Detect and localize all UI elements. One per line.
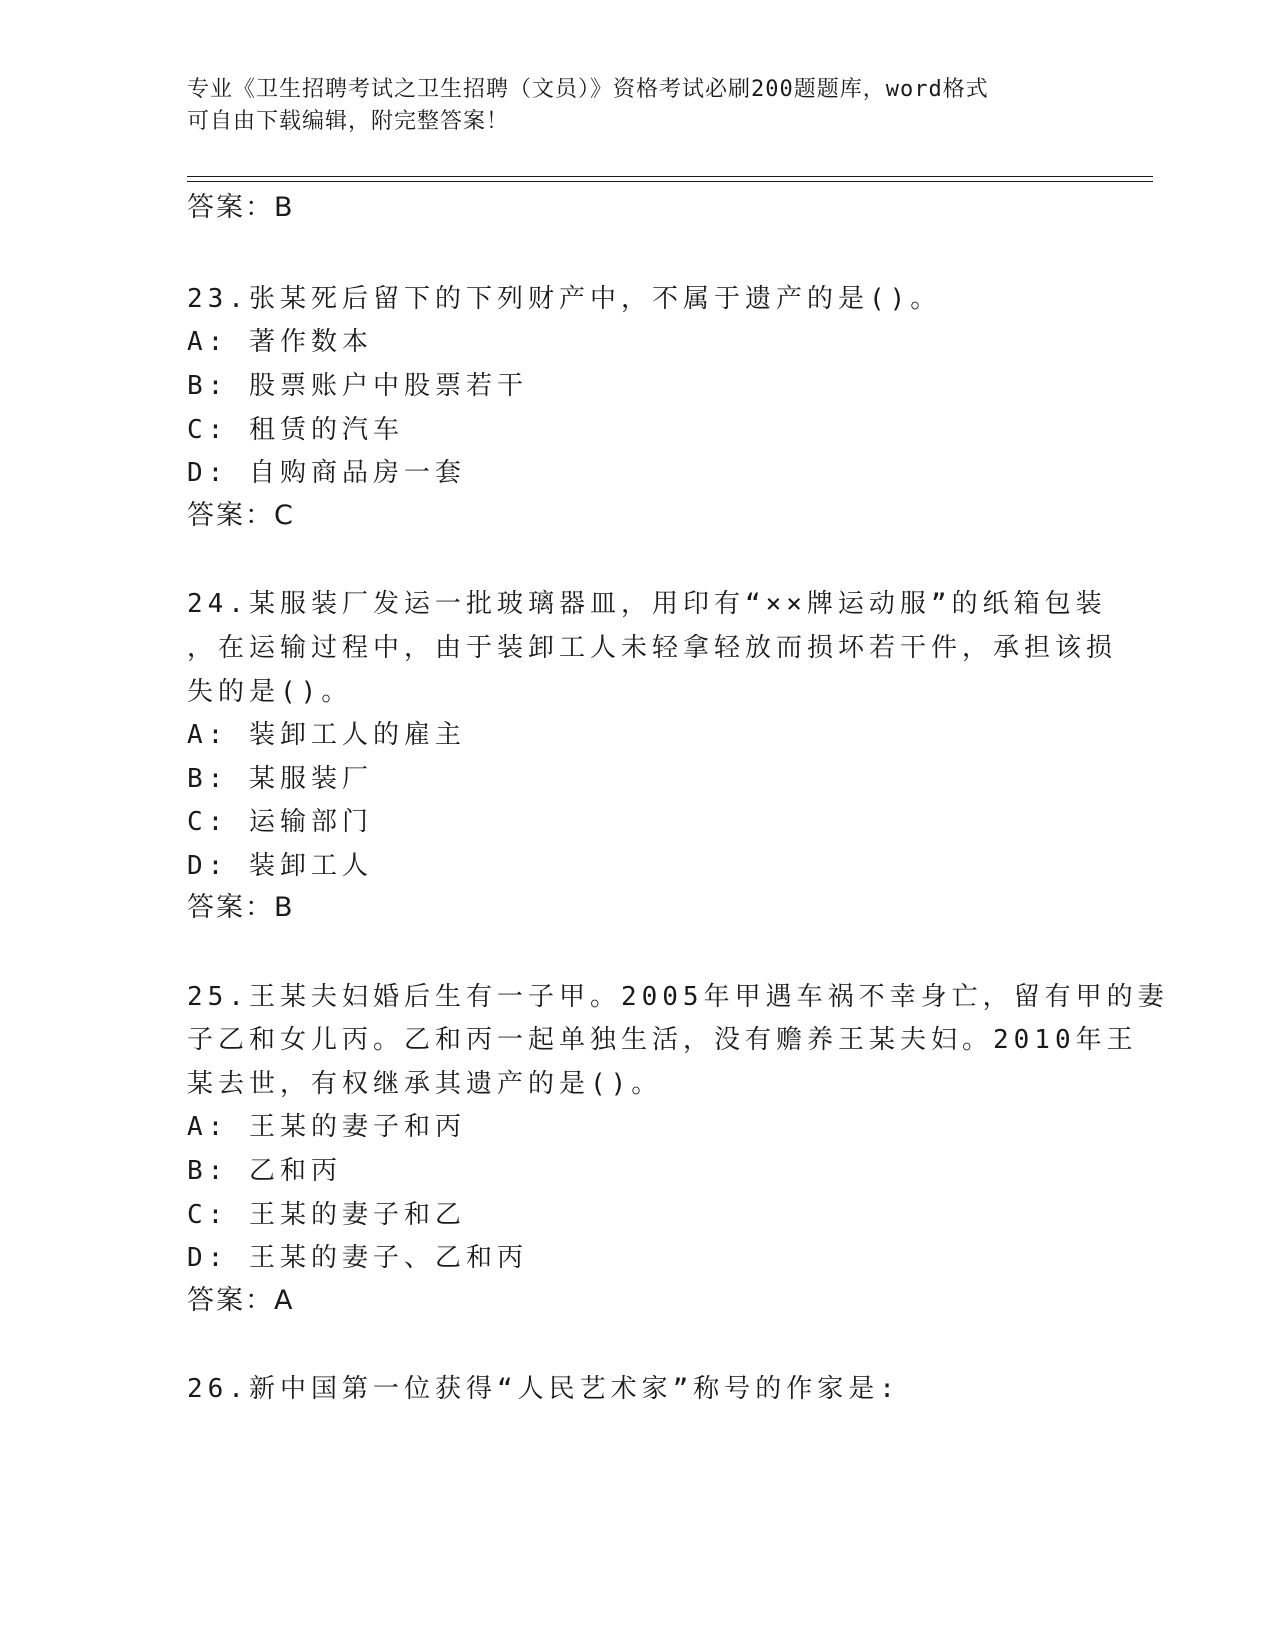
question-stem-line-2: 子乙和女儿丙。乙和丙一起单独生活，没有赡养王某夫妇。2010年王 (187, 1025, 1138, 1055)
option-b: B: 乙和丙 (187, 1156, 342, 1186)
option-b: B: 股票账户中股票若干 (187, 371, 528, 401)
answer: 答案：C (187, 500, 295, 531)
header-divider-bottom (187, 181, 1153, 182)
option-a: A: 装卸工人的雇主 (187, 720, 466, 750)
header-line-2: 可自由下载编辑，附完整答案！ (187, 109, 510, 134)
option-c: C: 王某的妻子和乙 (187, 1200, 466, 1230)
document-header (187, 74, 1067, 138)
option-c: C: 租赁的汽车 (187, 415, 404, 445)
question-stem-line-2: ，在运输过程中，由于装卸工人未轻拿轻放而损坏若干件，承担该损 (187, 633, 1118, 663)
option-d: D: 王某的妻子、乙和丙 (187, 1243, 528, 1273)
question-stem-line-1: 25.王某夫妇婚后生有一子甲。2005年甲遇车祸不幸身亡，留有甲的妻 (187, 982, 1169, 1012)
option-c: C: 运输部门 (187, 807, 373, 837)
question-stem-line-3: 某去世，有权继承其遗产的是()。 (187, 1069, 663, 1099)
header-divider-top (187, 176, 1153, 177)
question-stem-line-3: 失的是()。 (187, 677, 353, 707)
question-stem: 23.张某死后留下的下列财产中，不属于遗产的是()。 (187, 284, 942, 314)
option-d: D: 自购商品房一套 (187, 458, 466, 488)
option-a: A: 著作数本 (187, 327, 373, 357)
option-a: A: 王某的妻子和丙 (187, 1112, 466, 1142)
option-b: B: 某服装厂 (187, 764, 373, 794)
answer-previous: 答案：B (187, 192, 295, 223)
option-d: D: 装卸工人 (187, 851, 373, 881)
answer: 答案：B (187, 892, 295, 923)
header-line-1: 专业《卫生招聘考试之卫生招聘（文员）》资格考试必刷200题题库，word格式 (187, 77, 989, 102)
answer: 答案：A (187, 1285, 295, 1316)
question-stem: 26.新中国第一位获得“人民艺术家”称号的作家是: (187, 1374, 900, 1404)
question-stem-line-1: 24.某服装厂发运一批玻璃器皿，用印有“××牌运动服”的纸箱包装 (187, 589, 1107, 619)
